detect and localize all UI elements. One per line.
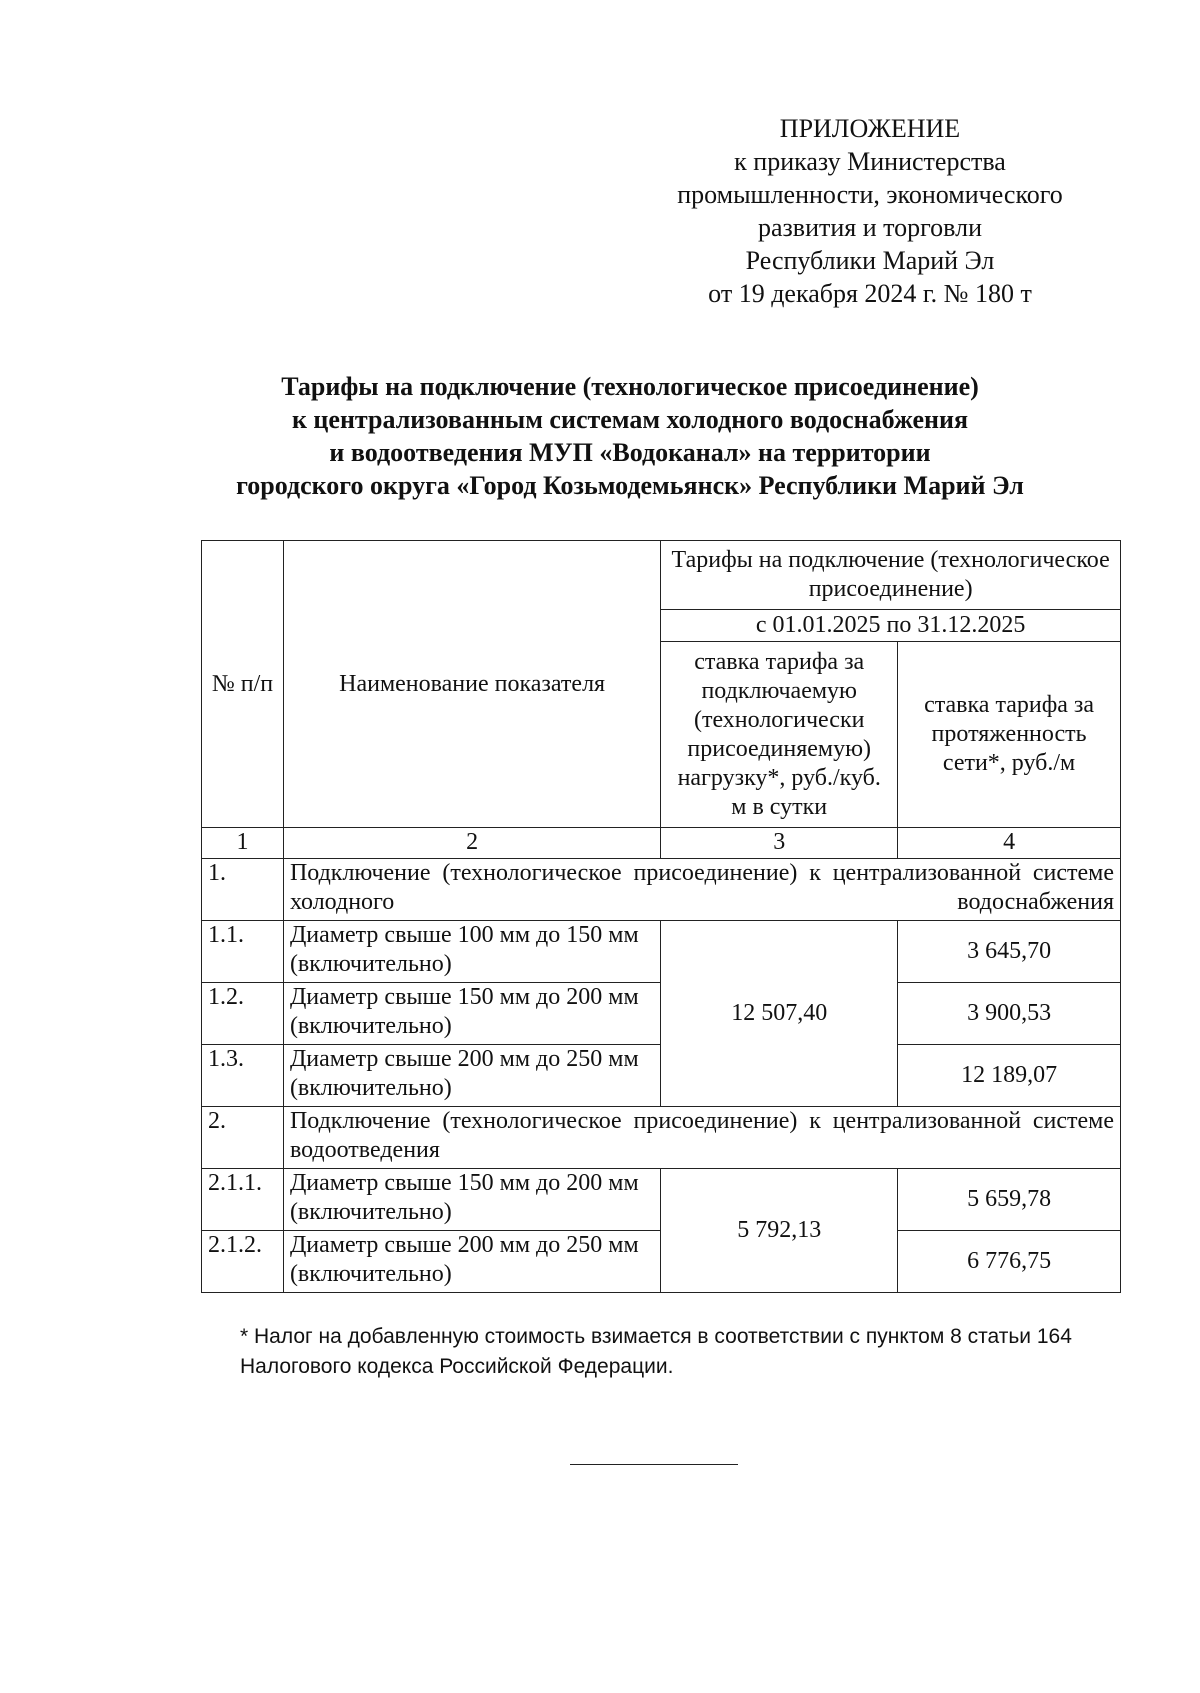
row-name: Диаметр свыше 150 мм до 200 мм (включительно) [283, 983, 660, 1045]
table-row [202, 921, 1121, 983]
appendix-block [640, 112, 1100, 310]
header-length-rate: ставка тарифа за протяженность сети*, руб./м [898, 642, 1121, 828]
title-line: и водоотведения МУП «Водоканал» на территории [329, 438, 931, 467]
appendix-line: промышленности, экономического [677, 180, 1063, 209]
header-tariff-group: Тарифы на подключение (технологическое присоединение) [661, 541, 1121, 610]
col-number: 2 [283, 828, 660, 859]
table-row [202, 1169, 1121, 1231]
length-rate-cell: 3 900,53 [898, 983, 1121, 1045]
section-title: Подключение (технологическое присоединение) к централизованной системе водоотведения [283, 1107, 1120, 1169]
title-line: городского округа «Город Козьмодемьянск» Республики Марий Эл [236, 471, 1024, 500]
footnote: * Налог на добавленную стоимость взимается в соответствии с пунктом 8 статьи 164 Налогового кодекса Российской Федерации. [240, 1325, 1072, 1378]
section-num: 1. [202, 859, 284, 921]
row-num: 2.1.1. [202, 1169, 284, 1231]
section-title: Подключение (технологическое присоединение) к централизованной системе холодного водоснабжения [283, 859, 1120, 921]
header-name: Наименование показателя [283, 541, 660, 828]
load-rate-cell: 12 507,40 [661, 921, 898, 1107]
section-num: 2. [202, 1107, 284, 1169]
col-number: 3 [661, 828, 898, 859]
row-name: Диаметр свыше 150 мм до 200 мм (включительно) [283, 1169, 660, 1231]
header-num: № п/п [202, 541, 284, 828]
length-rate-cell: 3 645,70 [898, 921, 1121, 983]
appendix-line: развития и торговли [757, 213, 982, 242]
col-number: 1 [202, 828, 284, 859]
row-num: 1.2. [202, 983, 284, 1045]
length-rate-cell: 6 776,75 [898, 1231, 1121, 1293]
load-rate-cell: 5 792,13 [661, 1169, 898, 1293]
column-numbers-row [202, 828, 1121, 859]
document-title [190, 370, 1070, 502]
table-header-row [202, 541, 1121, 610]
appendix-line: Республики Марий Эл [745, 246, 995, 275]
length-rate-cell: 5 659,78 [898, 1169, 1121, 1231]
row-num: 2.1.2. [202, 1231, 284, 1293]
appendix-heading: ПРИЛОЖЕНИЕ [779, 114, 961, 143]
tariff-table [201, 540, 1121, 1293]
length-rate-cell: 12 189,07 [898, 1045, 1121, 1107]
section-row [202, 1107, 1121, 1169]
col-number: 4 [898, 828, 1121, 859]
section-row [202, 859, 1121, 921]
appendix-date-line: от 19 декабря 2024 г. № 180 т [708, 279, 1032, 308]
row-num: 1.1. [202, 921, 284, 983]
row-num: 1.3. [202, 1045, 284, 1107]
header-load-rate: ставка тарифа за подключаемую (технологически присоединяемую) нагрузку*, руб./куб. м в сутки [661, 642, 898, 828]
title-line: к централизованным системам холодного водоснабжения [291, 405, 969, 434]
header-period: с 01.01.2025 по 31.12.2025 [661, 610, 1121, 642]
row-name: Диаметр свыше 200 мм до 250 мм (включительно) [283, 1231, 660, 1293]
row-name: Диаметр свыше 200 мм до 250 мм (включительно) [283, 1045, 660, 1107]
separator-line [570, 1464, 738, 1465]
title-line: Тарифы на подключение (технологическое присоединение) [281, 372, 979, 401]
row-name: Диаметр свыше 100 мм до 150 мм (включительно) [283, 921, 660, 983]
appendix-line: к приказу Министерства [734, 147, 1006, 176]
